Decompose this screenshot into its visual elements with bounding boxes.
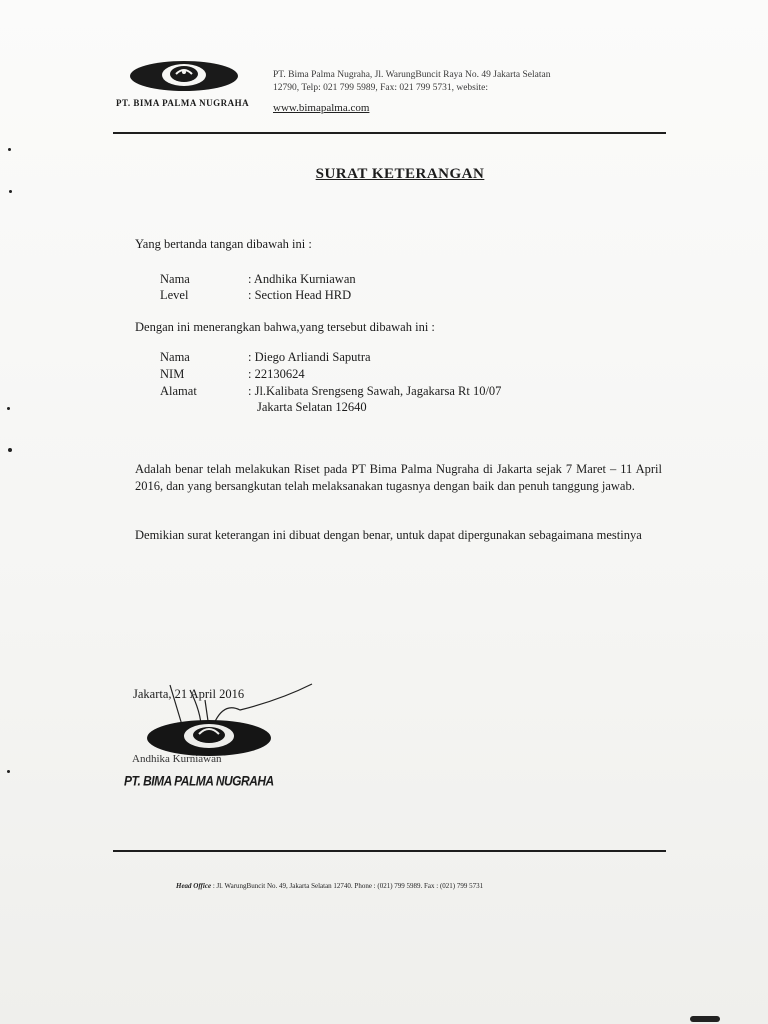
footer-text: : Jl. WarungBuncit No. 49, Jakarta Selatan 12740. Phone : (021) 799 5989. Fax : (021) 799 5731: [212, 882, 484, 890]
scan-speck: [9, 190, 12, 193]
signatory-level-label: Level: [160, 288, 189, 302]
header-address: [273, 69, 673, 95]
company-logo: [128, 58, 240, 94]
body-paragraph: Adalah benar telah melakukan Riset pada PT Bima Palma Nugraha di Jakarta sejak 7 Maret – 11 April 2016, dan yang bersangkutan telah melaksanakan tugasnya dengan baik dan penuh tanggung jawab.: [135, 462, 662, 493]
footer-label: Head Office: [176, 882, 212, 890]
header-divider: [113, 132, 666, 134]
subject-address-value: : Jl.Kalibata Srengseng Sawah, Jagakarsa Rt 10/07: [248, 384, 502, 398]
signatory-level-value: : Section Head HRD: [248, 288, 352, 302]
subject-nim-value: : 22130624: [248, 367, 305, 381]
document-title: SURAT KETERANGAN: [315, 166, 485, 182]
subject-nim-label: NIM: [160, 367, 185, 381]
header-website-link[interactable]: www.bimapalma.com: [273, 102, 370, 114]
subject-address-label: Alamat: [160, 384, 197, 398]
signatory-name-label: Nama: [160, 272, 190, 286]
scan-speck: [7, 407, 10, 410]
scan-speck: [7, 770, 10, 773]
closing-paragraph: Demikian surat keterangan ini dibuat dengan benar, untuk dapat dipergunakan sebagaimana mestinya: [135, 528, 642, 542]
footer-divider: [113, 850, 666, 852]
subject-name-value: : Diego Arliandi Saputra: [248, 350, 371, 364]
intro-text: Yang bertanda tangan dibawah ini :: [135, 237, 312, 251]
header-address-line1: PT. Bima Palma Nugraha, Jl. WarungBuncit Raya No. 49 Jakarta Selatan: [273, 70, 551, 80]
subject-name-label: Nama: [160, 350, 190, 364]
company-name: PT. BIMA PALMA NUGRAHA: [116, 98, 250, 108]
header-address-line2: 12790, Telp: 021 799 5989, Fax: 021 799 5731, website:: [273, 83, 489, 93]
subject-address-line2: Jakarta Selatan 12640: [257, 400, 367, 414]
place-date: Jakarta, 21 April 2016: [133, 687, 245, 701]
scan-speck: [690, 1016, 720, 1022]
signatory-name-value: : Andhika Kurniawan: [248, 272, 356, 286]
signer-name: Andhika Kurniawan: [132, 753, 222, 765]
scan-speck: [8, 448, 12, 452]
statement-text: Dengan ini menerangkan bahwa,yang tersebut dibawah ini :: [135, 320, 435, 334]
scan-speck: [8, 148, 11, 151]
footer-address: [176, 882, 483, 890]
stamp-company-name: PT. BIMA PALMA NUGRAHA: [124, 772, 274, 790]
